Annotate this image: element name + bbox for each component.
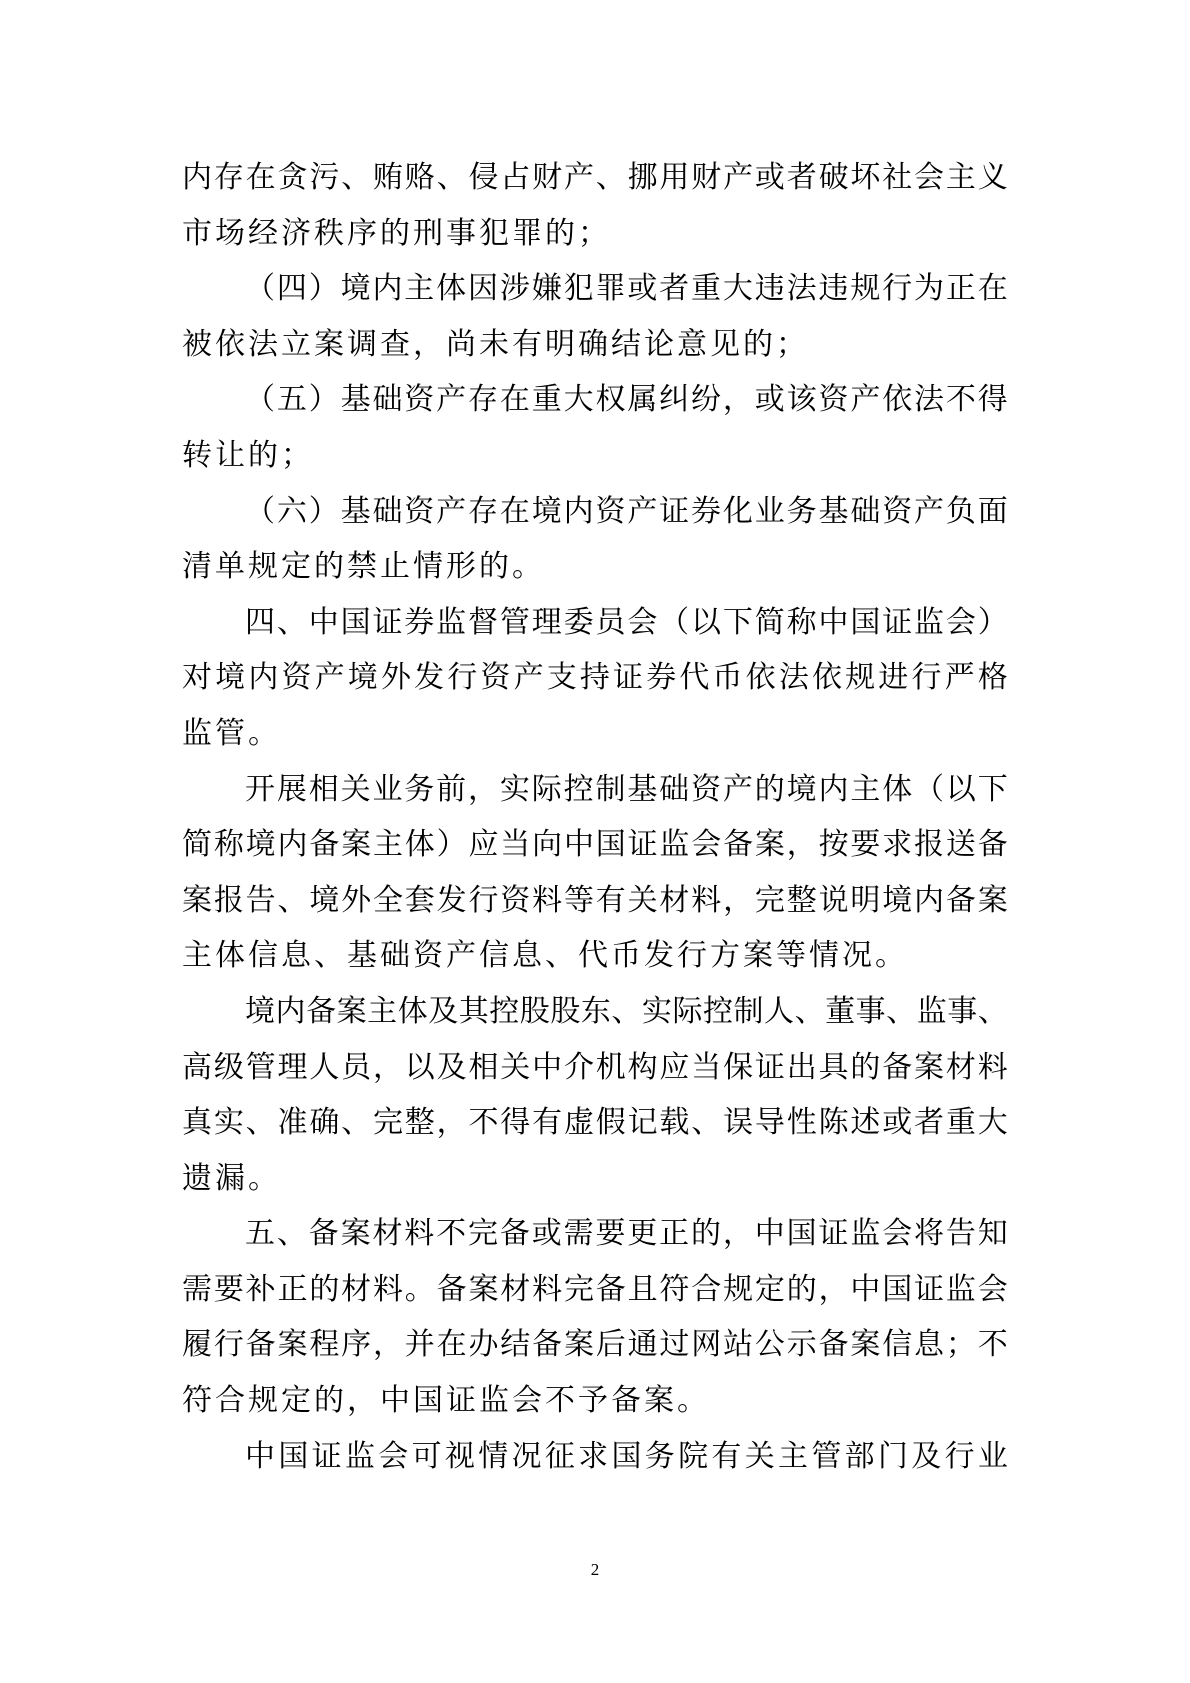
- text-line: 对 境 内 资 产 境 外 发 行 资 产 支 持 证 券 代 币 依 法 依 规 进 行 严 格: [182, 660, 1008, 696]
- text-line: 简 称 境 内 备 案 主 体 ） 应 当 向 中 国 证 监 会 备 案 ， 按 要 求 报 送 备: [182, 827, 1008, 863]
- body-text: [182, 150, 1008, 1484]
- text-line: （ 六 ） 基 础 资 产 存 在 境 内 资 产 证 券 化 业 务 基 础 资 产 负 面: [245, 493, 1008, 529]
- text-line: 开 展 相 关 业 务 前 ， 实 际 控 制 基 础 资 产 的 境 内 主 体 （ 以 下: [245, 771, 1008, 807]
- text-line: 案 报 告 、 境 外 全 套 发 行 资 料 等 有 关 材 料 ， 完 整 说 明 境 内 备 案: [182, 882, 1008, 918]
- text-line: 履 行 备 案 程 序 ， 并 在 办 结 备 案 后 通 过 网 站 公 示 备 案 信 息 ； 不: [182, 1327, 1008, 1363]
- text-line: 真 实 、 准 确 、 完 整 ， 不 得 有 虚 假 记 载 、 误 导 性 陈 述 或 者 重 大: [182, 1105, 1008, 1141]
- text-line: 被依法立案调查，尚未有明确结论意见的；: [182, 326, 809, 362]
- text-line: 五 、 备 案 材 料 不 完 备 或 需 要 更 正 的 ， 中 国 证 监 会 将 告 知: [245, 1216, 1008, 1252]
- text-line: 转让的；: [182, 437, 314, 473]
- text-line: 监管。: [182, 715, 281, 751]
- text-line: 清单规定的禁止情形的。: [182, 549, 545, 585]
- text-line: 市场经济秩序的刑事犯罪的；: [182, 215, 611, 251]
- text-line: 境 内 备 案 主 体 及 其 控 股 股 东 、 实 际 控 制 人 、 董 事 、 监 事 、: [245, 993, 1008, 1029]
- text-line: 高 级 管 理 人 员 ， 以 及 相 关 中 介 机 构 应 当 保 证 出 具 的 备 案 材 料: [182, 1049, 1008, 1085]
- text-line: （ 五 ） 基 础 资 产 存 在 重 大 权 属 纠 纷 ， 或 该 资 产 依 法 不 得: [245, 382, 1008, 418]
- text-line: 内 存 在 贪 污 、 贿 赂 、 侵 占 财 产 、 挪 用 财 产 或 者 破 坏 社 会 主 义: [182, 160, 1008, 195]
- text-line: 中 国 证 监 会 可 视 情 况 征 求 国 务 院 有 关 主 管 部 门 及 行 业: [245, 1438, 1008, 1474]
- text-line: 符合规定的，中国证监会不予备案。: [182, 1383, 710, 1419]
- text-line: 四 、 中 国 证 券 监 督 管 理 委 员 会 （ 以 下 简 称 中 国 证 监 会 ）: [245, 604, 1008, 640]
- text-line: 主体信息、基础资产信息、代币发行方案等情况。: [182, 938, 908, 974]
- page-number: 2: [590, 1560, 600, 1579]
- text-line: 需 要 补 正 的 材 料 。 备 案 材 料 完 备 且 符 合 规 定 的 ， 中 国 证 监 会: [182, 1271, 1008, 1307]
- text-line: （ 四 ） 境 内 主 体 因 涉 嫌 犯 罪 或 者 重 大 违 法 违 规 行 为 正 在: [245, 271, 1008, 307]
- text-line: 遗漏。: [182, 1160, 281, 1196]
